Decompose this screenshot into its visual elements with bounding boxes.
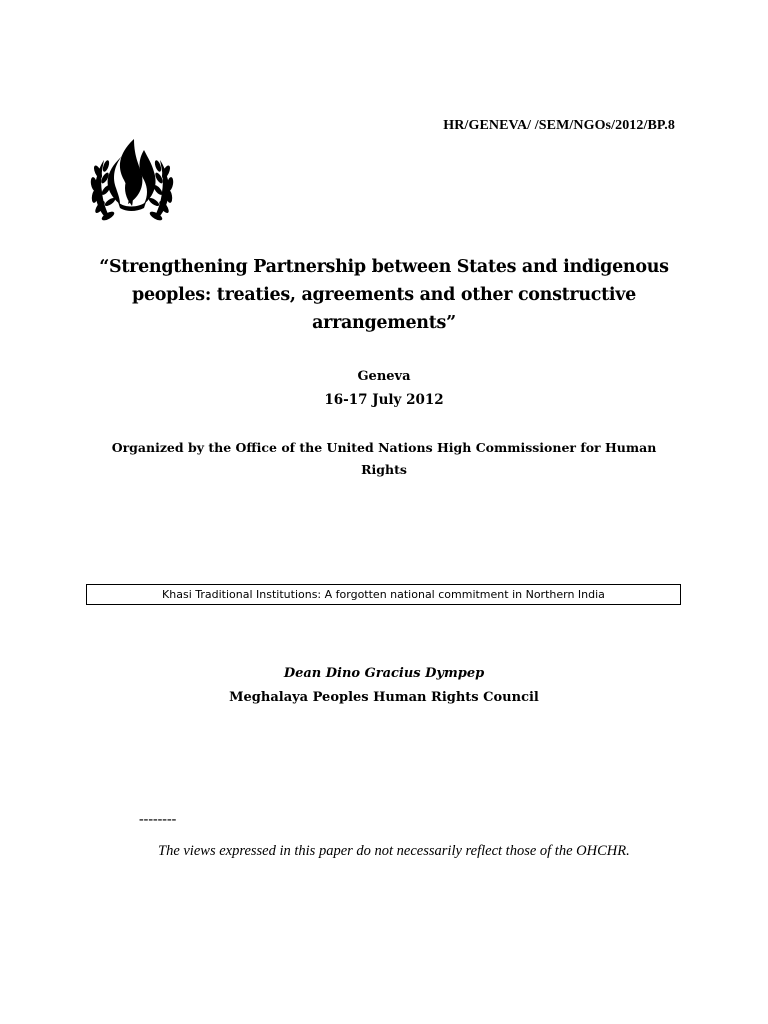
- paper-title: Khasi Traditional Institutions: A forgotten national commitment in Northern India: [162, 588, 605, 601]
- footer-separator: --------: [139, 812, 177, 827]
- seminar-dates: 16-17 July 2012: [324, 392, 444, 408]
- author-affiliation: Meghalaya Peoples Human Rights Council: [229, 690, 539, 705]
- paper-title-box: [86, 584, 681, 605]
- seminar-title: “Strengthening Partnership between States and indigenous peoples: treaties, agreements and other constructive arrangements”: [99, 257, 669, 333]
- seminar-venue: Geneva: [357, 369, 411, 384]
- seminar-organizer: Organized by the Office of the United Nations High Commissioner for Human Rights: [111, 440, 657, 477]
- paper-author: Dean Dino Gracius Dympep: [283, 666, 485, 681]
- un-flame-laurel-emblem-icon: [90, 136, 174, 224]
- disclaimer-note: The views expressed in this paper do not necessarily reflect those of the OHCHR.: [158, 843, 630, 859]
- document-reference: HR/GENEVA/ /SEM/NGOs/2012/BP.8: [443, 118, 675, 133]
